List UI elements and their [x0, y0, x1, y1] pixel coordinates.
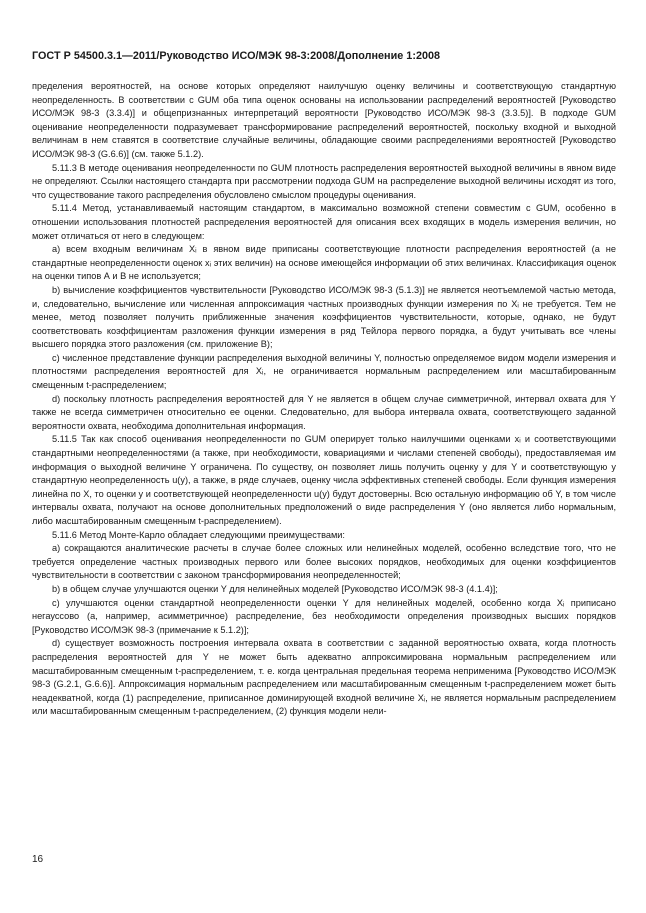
- paragraph: 5.11.5 Так как способ оценивания неопределенности по GUM оперирует только наилучшими оценками xᵢ и соответствующими стандартными неопределенностями (а также, при необходимости, ковариациями и числами степеней свободы), предоставляемая им информация о выходной величине Y ограничена. По существу, он позволяет лишь получить оценку y для Y и соответствующую y стандартную неопределенность u(y), а также, в ряде случаев, оценку числа эффективных степеней свободы. Если функция измерения линейна по X, то оценки y и соответствующей неопределенности u(y) будут достоверны. Всю остальную информацию об Y, в том числе интервалы охвата, получают на основе дополнительных предположений о виде распределения Y (оно является либо нормальным, либо масштабированным смещенным t-распределением).: [32, 434, 616, 526]
- paragraph: 5.11.3 В методе оценивания неопределенности по GUM плотность распределения вероятностей выходной величины в явном виде не определяют. Ссылки настоящего стандарта при рассмотрении подхода GUM на распределение выходной величины исходят из того, что существование такого распределения обусловлено смыслом процедуры оценивания.: [32, 162, 616, 200]
- paragraph: 5.11.4 Метод, устанавливаемый настоящим стандартом, в максимально возможной степени совместим с GUM, особенно в отношении использования плотностей распределения вероятностей для описания всех входящих в модель измерения величин, но может отличаться от него в следующем:: [32, 203, 616, 241]
- list-item: с) численное представление функции распределения выходной величины Y, полностью определяемое видом модели измерения и плотностями распределения вероятностей для Xᵢ, не ограничивается нормальным распределением или масштабированным смещенным t-распределением;: [32, 352, 616, 391]
- page-number: 16: [32, 854, 44, 865]
- list-item: а) всем входным величинам Xᵢ в явном виде приписаны соответствующие плотности распределения вероятностей (а не стандартные неопределенности оценок xᵢ этих величин) на основе имеющейся информации об этих величинах. Классификация оценок на оценки типов А и В не используется;: [32, 244, 616, 282]
- list-item: b) в общем случае улучшаются оценки Y для нелинейных моделей [Руководство ИСО/МЭК 98-3 (4.1.4)];: [52, 583, 498, 594]
- running-header: ГОСТ Р 54500.3.1—2011/Руководство ИСО/МЭК 98-3:2008/Дополнение 1:2008: [32, 50, 441, 62]
- list-item: d) поскольку плотность распределения вероятностей для Y не является в общем случае симметричной, интервал охвата для Y также не всегда симметричен относительно ее оценки. Следовательно, для выбора интервала охвата, соответствующего заданной вероятности охвата, необходима дополнительная информация.: [32, 393, 616, 431]
- body-text: [32, 80, 616, 719]
- list-item: b) вычисление коэффициентов чувствительности [Руководство ИСО/МЭК 98-3 (5.1.3)] не является неотъемлемой частью метода, и, следовательно, вычисление или численная аппроксимация частных производных функции измерения по Xᵢ не требуется. Тем не менее, метод позволяет получить приближенные значения коэффициентов чувствительности, которые, однако, не будут соответствовать коэффициентам разложения функции измерения в ряд Тейлора первого порядка, а будут учитывать все члены высшего порядка этого разложения (см. приложение В);: [32, 284, 616, 350]
- list-item: d) существует возможность построения интервала охвата в соответствии с заданной вероятностью охвата, когда плотность распределения вероятностей для Y не может быть адекватно аппроксимирована нормальным распределением или масштабированным смещенным t-распределением, т. е. когда центральная предельная теорема неприменима [Руководство ИСО/МЭК 98-3 (G.2.1, G.6.6)]. Аппроксимация нормальным распределением или масштабированным смещенным t-распределением может быть неадекватной, когда (1) распределение, приписанное доминирующей входной величине Xᵢ, не является нормальным распределением или масштабированным смещенным t-распределением, (2) функция модели нели-: [32, 638, 616, 717]
- paragraph: пределения вероятностей, на основе которых определяют наилучшую оценку величины и соответствующую стандартную неопределенность. В соответствии с GUM оба типа оценок основаны на использовании распределений вероятностей [Руководство ИСО/МЭК 98-3 (3.3.4)] и общепризнанных интерпретаций вероятности [Руководство ИСО/МЭК 98-3 (3.3.5)]. В подходе GUM оценивание неопределенности подразумевает трансформирование распределений вероятностей, поскольку входной и выходной величинам в нем ставятся в соответствие случайные величины, обладающие своими распределениями вероятностей [Руководство ИСО/МЭК 98-3 (G.6.6)] (см. также 5.1.2).: [32, 81, 616, 159]
- list-item: а) сокращаются аналитические расчеты в случае более сложных или нелинейных моделей, особенно вследствие того, что не требуется определение частных производных первого или более высоких порядков, необходимых для оценки коэффициентов чувствительности в соответствии с законом трансформирования неопределенностей;: [32, 543, 616, 581]
- paragraph: 5.11.6 Метод Монте-Карло обладает следующими преимуществами:: [52, 529, 345, 540]
- list-item: с) улучшаются оценки стандартной неопределенности оценки Y для нелинейных моделей, особенно когда Xᵢ приписано негауссово (а, например, асимметричное) распределение, без необходимости определения производных высших порядков [Руководство ИСО/МЭК 98-3 (примечание к 5.1.2)];: [32, 597, 616, 635]
